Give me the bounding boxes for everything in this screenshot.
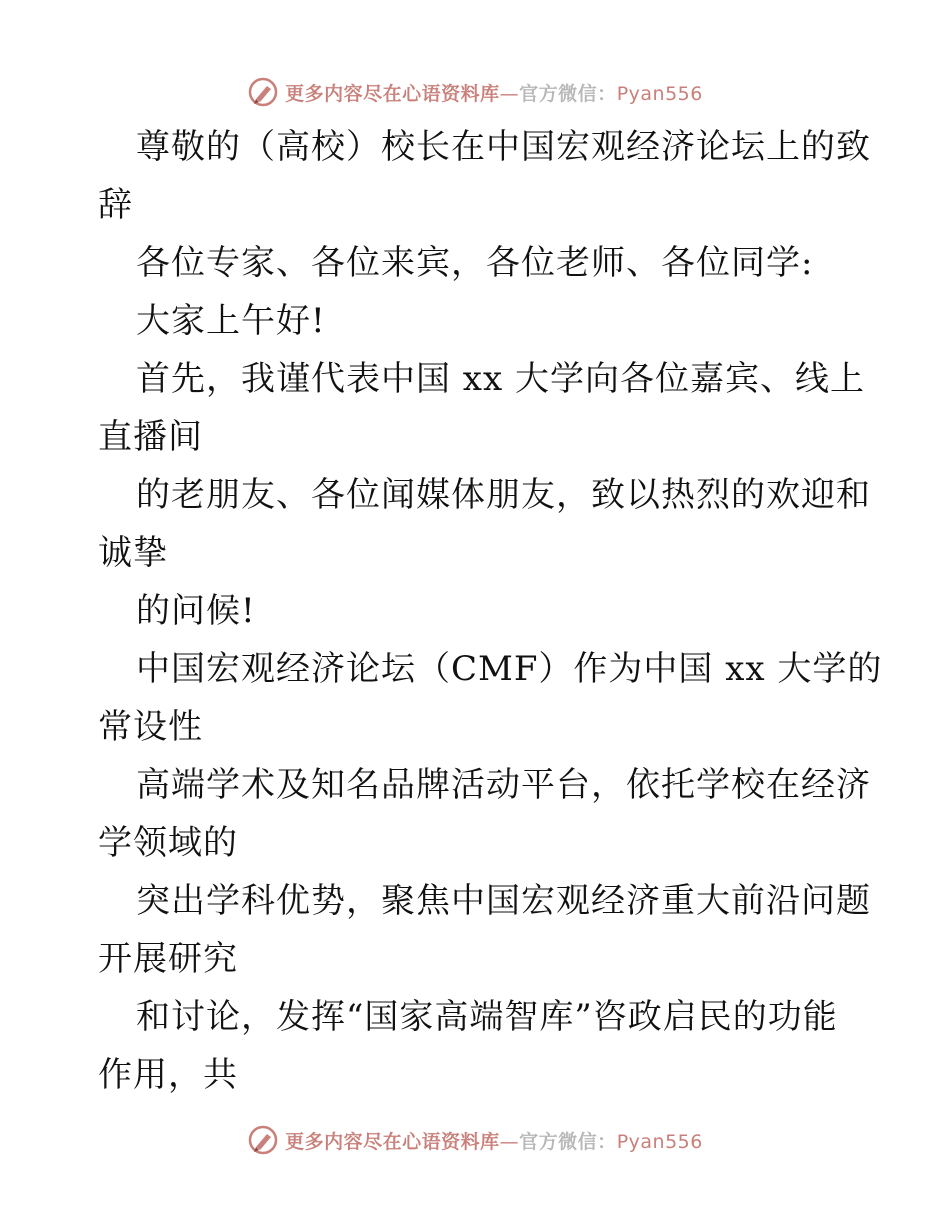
text-line: 的问候! — [136, 591, 256, 631]
text-line: 尊敬的（高校）校长在中国宏观经济论坛上的致 — [136, 127, 871, 167]
footer-banner-main: 更多内容尽在心语资料库 — [285, 1130, 500, 1153]
header-banner-text — [285, 79, 703, 106]
header-banner-main: 更多内容尽在心语资料库 — [285, 82, 500, 105]
text-line: 学领域的 — [98, 823, 238, 863]
header-banner-dash: — — [499, 82, 520, 105]
text-line: 各位专家、各位来宾，各位老师、各位同学: — [136, 243, 814, 283]
text-line: 常设性 — [98, 707, 203, 747]
text-line: 直播间 — [98, 417, 203, 457]
footer-banner-sub: 官方微信： — [519, 1130, 617, 1153]
text-line: 的老朋友、各位闻媒体朋友，致以热烈的欢迎和 — [136, 475, 871, 515]
pen-logo-icon — [247, 1124, 279, 1156]
header-banner-id: Pyan556 — [616, 82, 703, 105]
footer-banner — [0, 1118, 950, 1162]
footer-banner-text — [285, 1127, 703, 1154]
text-line: 作用，共 — [98, 1055, 238, 1095]
footer-banner-id: Pyan556 — [616, 1130, 703, 1153]
text-line: 高端学术及知名品牌活动平台，依托学校在经济 — [136, 765, 871, 805]
text-line: 诚挚 — [98, 533, 168, 573]
text-line: 开展研究 — [98, 939, 238, 979]
header-banner-sub: 官方微信： — [519, 82, 617, 105]
text-line: 大家上午好! — [136, 301, 326, 341]
text-line: 首先，我谨代表中国 xx 大学向各位嘉宾、线上 — [136, 359, 865, 399]
document-body — [98, 118, 883, 1104]
text-line: 辞 — [98, 185, 133, 225]
pen-logo-icon — [247, 76, 279, 108]
text-line: 中国宏观经济论坛（CMF）作为中国 xx 大学的 — [136, 649, 883, 689]
header-banner — [0, 70, 950, 114]
text-line: 突出学科优势，聚焦中国宏观经济重大前沿问题 — [136, 881, 871, 921]
text-line: 和讨论，发挥“国家高端智库”咨政启民的功能 — [136, 997, 838, 1037]
footer-banner-dash: — — [499, 1130, 520, 1153]
